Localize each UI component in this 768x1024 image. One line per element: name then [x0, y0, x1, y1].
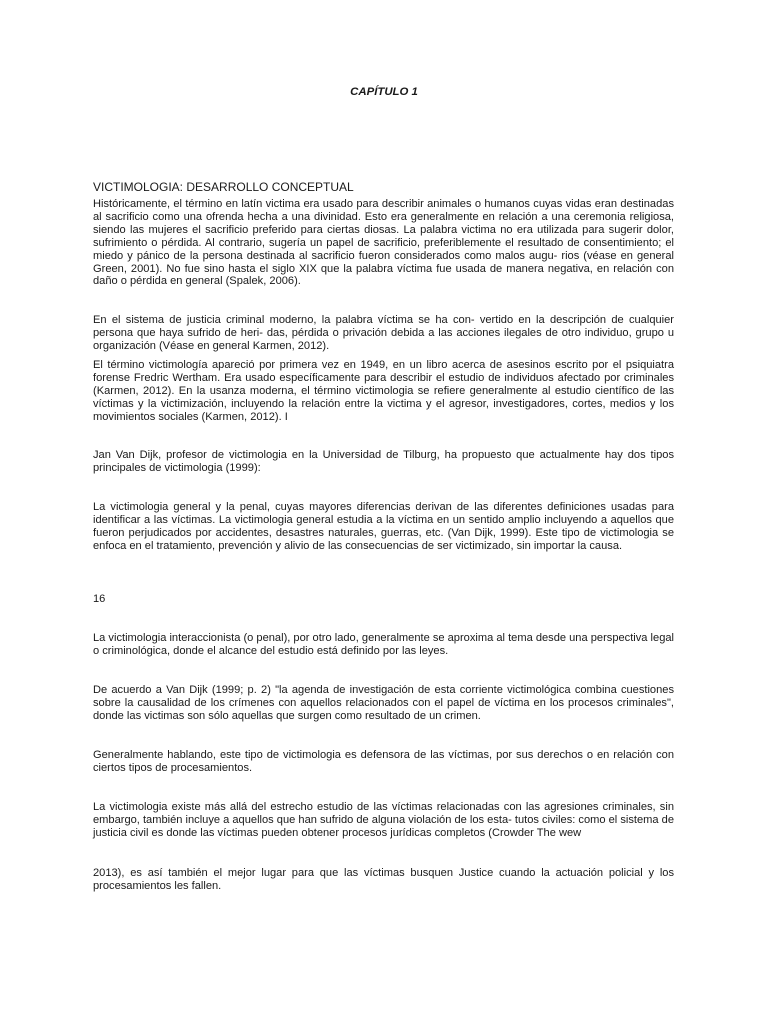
- paragraph-term-origin: El término victimología apareció por primera vez en 1949, en un libro acerca de asesinos escrito por el psiquiatra forense Fredric Wertham. Era usado específicamente para describir el estudio de individuos afectado por criminales (Karmen, 2012). En la usanza moderna, el término victimologia se refiere generalmente al estudio científico de las víctimas y la victimización, incluyendo la relación entre la victima y el agresor, investigadores, cortes, medios y los movimientos sociales (Karmen, 2012). I: [93, 359, 674, 423]
- paragraph-advocacy: Generalmente hablando, este tipo de victimologia es defensora de las víctimas, por sus derechos o en relación con ciertos tipos de procesamientos.: [93, 749, 674, 774]
- paragraph-civil-justice: La victimologia existe más allá del estrecho estudio de las víctimas relacionadas con las agresiones criminales, sin embargo, también incluye a aquellos que han sufrido de alguna violación de los esta- tutos civiles: como el sistema de justicia civil es donde las víctimas pueden obtener procesos jurídicas completos (Crowder The wew: [93, 801, 674, 839]
- paragraph-van-dijk: Jan Van Dijk, profesor de victimologia en la Universidad de Tilburg, ha propuesto que actualmente hay dos tipos principales de victimologia (1999):: [93, 449, 674, 474]
- paragraph-general-penal: La victimologia general y la penal, cuyas mayores diferencias derivan de las diferentes definiciones usadas para identificar a las víctimas. La victimologia general estudia a la víctima en un sentido amplio incluyendo a aquellos que fueron perjudicados por accidentes, desastres naturales, guerras, etc. (Van Dijk, 1999). Este tipo de victimologia se enfoca en el tratamiento, prevención y alivio de las consecuencias de ser victimizado, sin importar la causa.: [93, 501, 674, 552]
- paragraph-justice-continuation: 2013), es así también el mejor lugar para que las víctimas busquen Justice cuando la actuación policial y los procesamientos les fallen.: [93, 867, 674, 892]
- page-number: 16: [93, 593, 106, 605]
- paragraph-interactionist: La victimologia interaccionista (o penal), por otro lado, generalmente se aproxima al tema desde una perspectiva legal o criminológica, donde el alcance del estudio está definido por las leyes.: [93, 632, 674, 657]
- paragraph-history: Históricamente, el término en latín victima era usado para describir animales o humanos cuyas vidas eran destinadas al sacrificio como una ofrenda hecha a una divinidad. Esto era generalmente en relación a una ceremonia religiosa, siendo las mujeres el sacrificio preferido para ciertas diosas. La palabra victima no era utilizada para sugerir dolor, sufrimiento o pérdida. Al contrario, sugería un papel de sacrificio, preferiblemente el resultado de consentimiento; el miedo y pánico de la persona destinada al sacrificio fueron considerados como malos augu- rios (véase en general Green, 2001). No fue sino hasta el siglo XIX que la palabra víctima fue usada de manera negativa, en relación con daño o pérdida en general (Spalek, 2006).: [93, 198, 674, 288]
- chapter-title: CAPÍTULO 1: [350, 86, 418, 98]
- paragraph-modern-system: En el sistema de justicia criminal moderno, la palabra víctima se ha con- vertido en la descripción de cualquier persona que haya sufrido de heri- das, pérdida o privación debida a las acciones ilegales de otro individuo, grupo u organización (Véase en general Karmen, 2012).: [93, 314, 674, 352]
- section-heading: VICTIMOLOGIA: DESARROLLO CONCEPTUAL: [93, 180, 354, 194]
- paragraph-research-agenda: De acuerdo a Van Dijk (1999; p. 2) "la agenda de investigación de esta corriente victimológica combina cuestiones sobre la causalidad de los crímenes con aquellos relacionados con el papel de víctima en los procesos criminales", donde las victimas son sólo aquellas que surgen como resultado de un crimen.: [93, 684, 674, 722]
